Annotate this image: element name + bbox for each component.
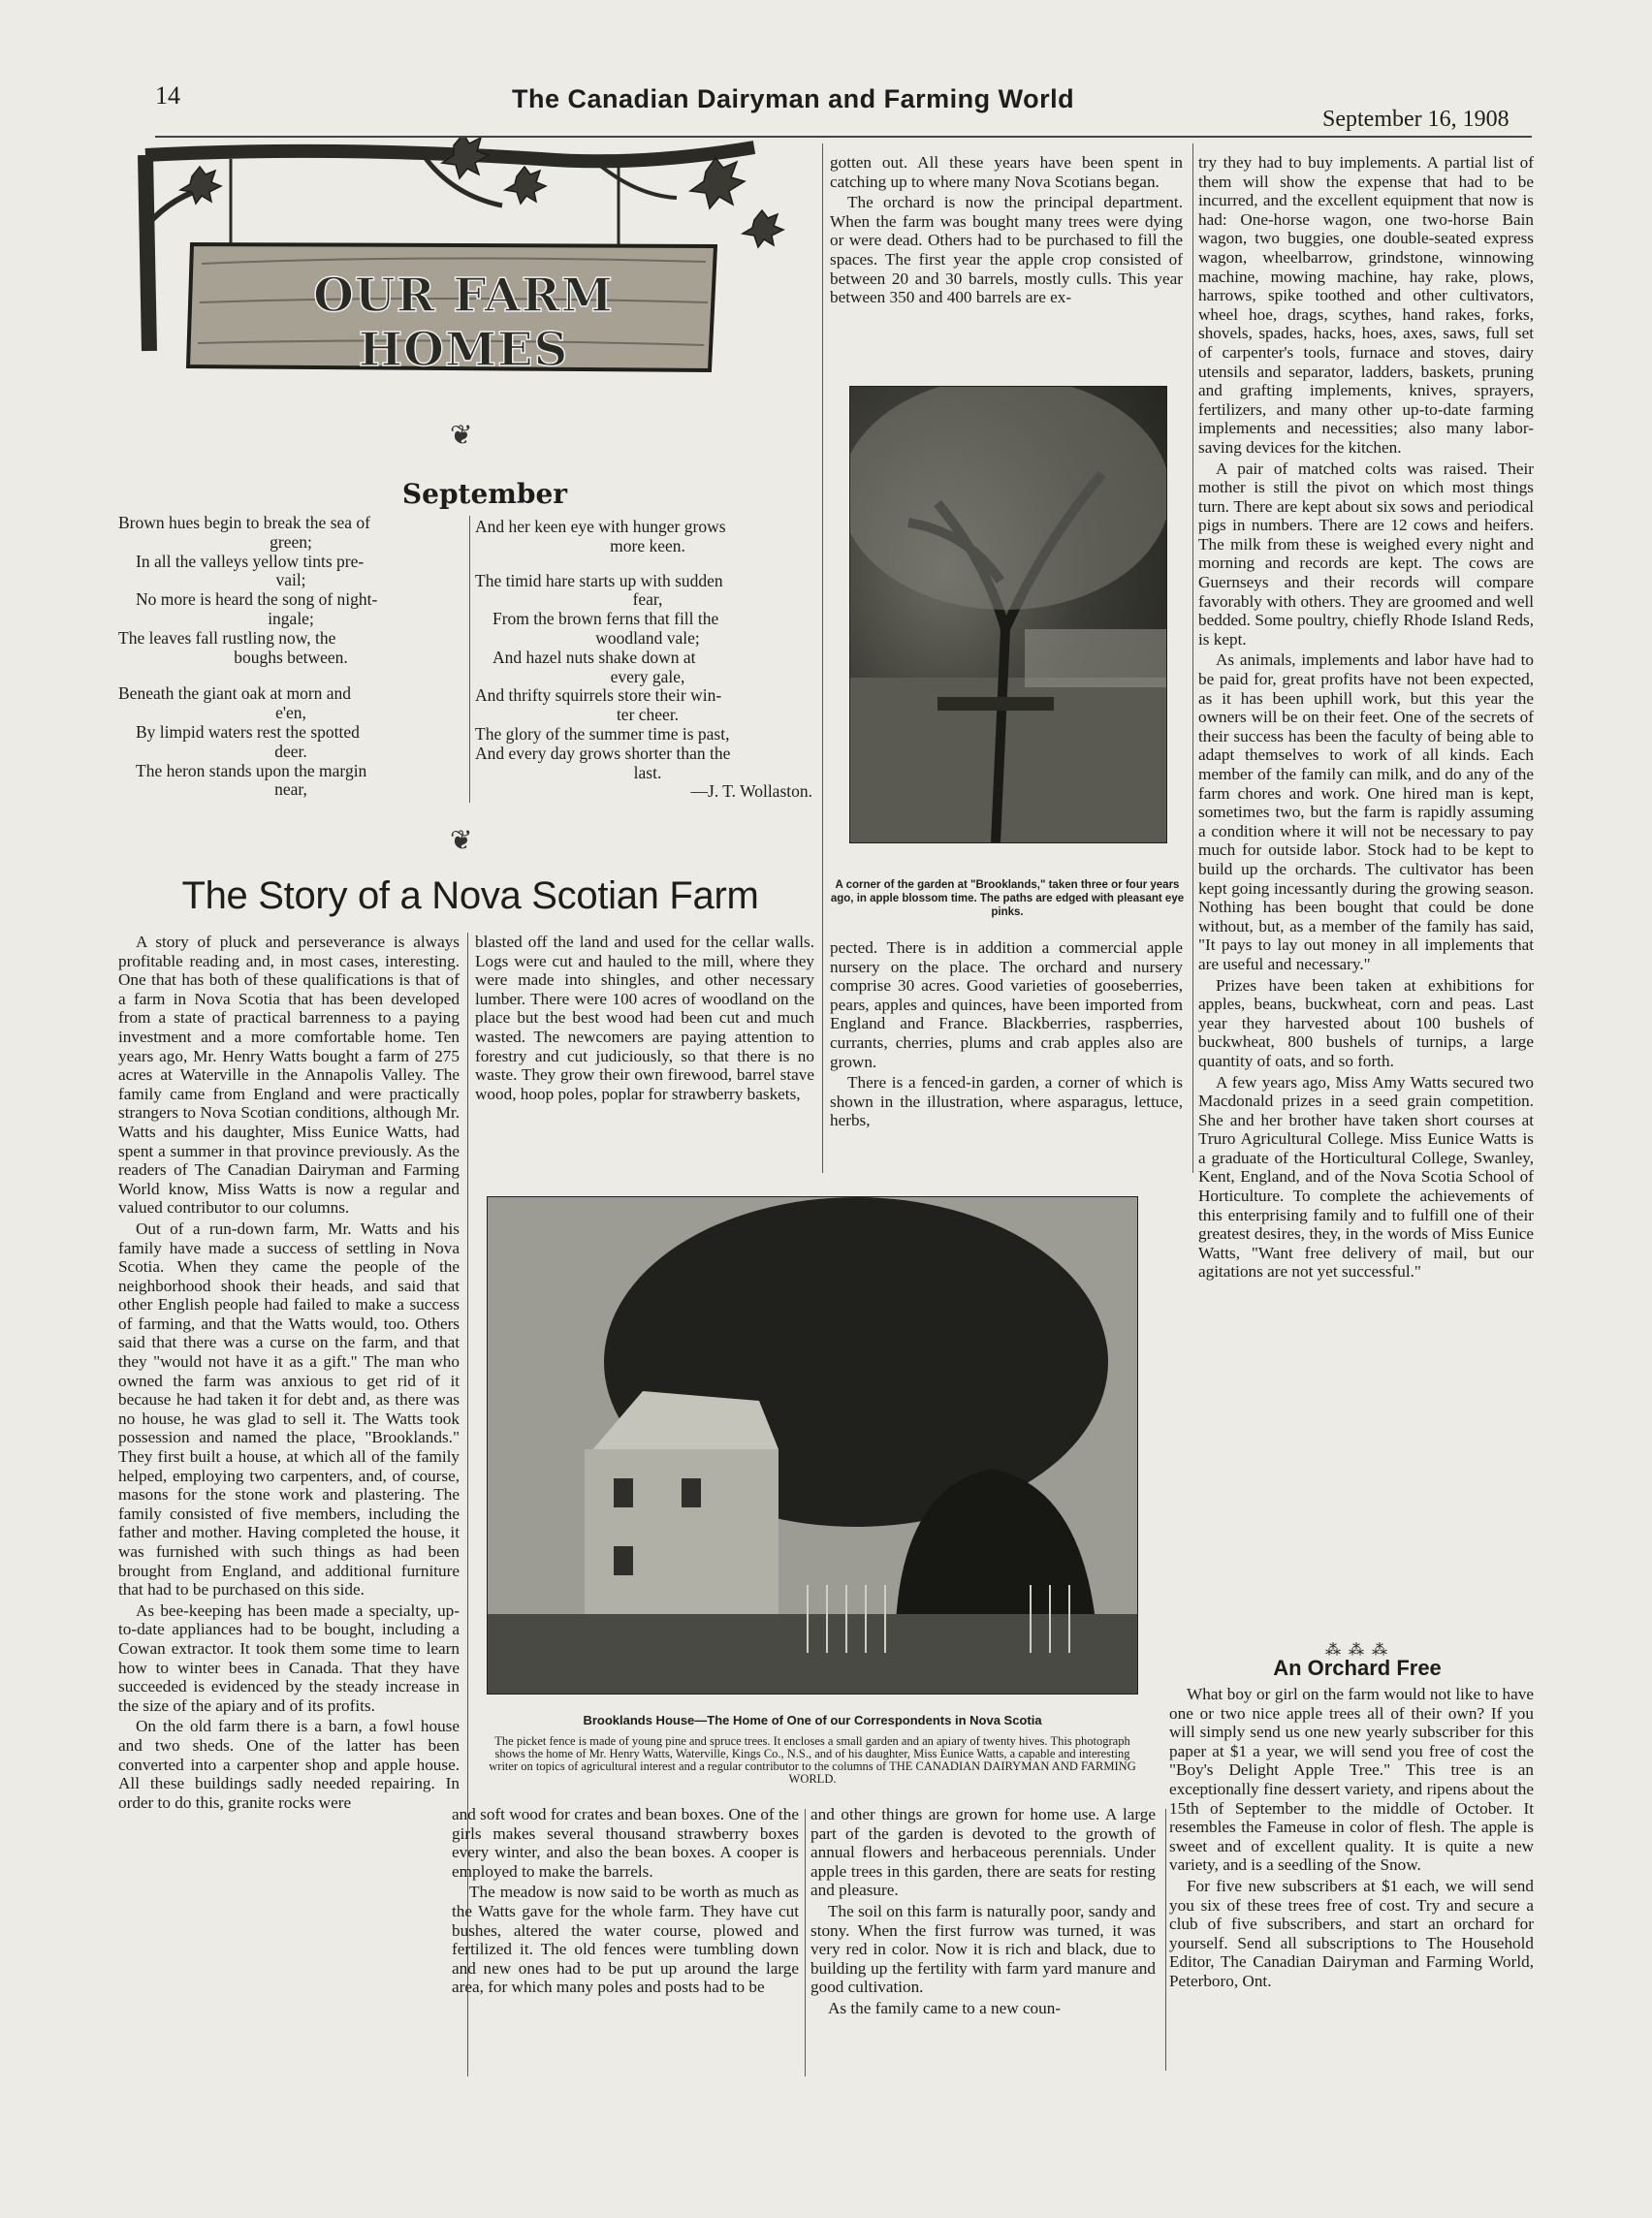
article-paragraph: gotten out. All these years have been spent in catching up to where many Nova Scotians began. xyxy=(830,153,1183,191)
poem-line: No more is heard the song of night- xyxy=(136,589,378,610)
article-paragraph: What boy or girl on the farm would not like to have one or two nice apple trees all of their own? If you will simply send us one new yearly subscriber for this paper at $1 a year, we will send you free of cost the "Boy's Delight Apple Tree." This tree is an exceptionally fine dessert variety, and ripens about the 15th of September to the middle of October. It resembles the Fameuse in color of flesh. The apple is sweet and of excellent quality. It is quite a new variety, and is a seedling of the Snow. xyxy=(1169,1685,1534,1875)
orchard-free-body xyxy=(1169,1685,1534,2073)
article-paragraph: For five new subscribers at $1 each, we will send you six of these trees free of cost. Try and secure a club of five subscribers, and start an orchard for yourself. Send all subscriptions to The Household Editor, The Canadian Dairyman and Farming World, Peterboro, Ont. xyxy=(1169,1876,1534,1990)
poem-line: e'en, xyxy=(275,703,306,723)
orchard-free-title: An Orchard Free xyxy=(1273,1656,1442,1680)
house-photo-caption-title: Brooklands House—The Home of One of our Correspondents in Nova Scotia xyxy=(583,1713,1042,1727)
poem-line: vail; xyxy=(275,570,306,590)
poem-line: The leaves fall rustling now, the xyxy=(118,627,336,648)
our-farm-homes-banner xyxy=(134,138,812,385)
poem-line: ingale; xyxy=(268,608,314,628)
poem-line: The glory of the summer time is past, xyxy=(475,723,730,744)
article-column-2-top xyxy=(475,933,814,1181)
article-paragraph: A pair of matched colts was raised. Their mother is still the pivot on which most things turn. There are kept about six sows and periodical pigs in numbers. There are 12 cows and heifers. The milk from these is weighed every night and morning and records are kept. The cows are Guernseys and their records will compare favorably with others. They are groomed and well bedded. Some poultry, chiefly Rhode Island Reds, is kept. xyxy=(1198,459,1534,649)
column-divider xyxy=(1165,1809,1166,2071)
poem-author: —J. T. Wollaston. xyxy=(690,781,812,802)
article-column-3-top xyxy=(830,153,1183,364)
article-paragraph: There is a fenced-in garden, a corner of which is shown in the illustration, where asparagus, lettuce, herbs, xyxy=(830,1073,1183,1130)
article-paragraph: On the old farm there is a barn, a fowl house and two sheds. One of the latter has been converted into a carpenter shop and apple house. All these buildings sadly needed repairing. In order to do this, granite rocks were xyxy=(118,1717,460,1812)
poem-right-stanzas xyxy=(475,518,820,802)
column-divider xyxy=(805,1809,806,2076)
poem-line: deer. xyxy=(274,741,307,761)
garden-photo xyxy=(849,386,1167,843)
article-column-4 xyxy=(1198,153,1534,1636)
banner-sign-text: OUR FARM HOMES xyxy=(313,269,614,377)
poem-line: In all the valleys yellow tints pre- xyxy=(136,551,365,571)
poem-title: September xyxy=(401,478,568,510)
poem-line: And thrifty squirrels store their win- xyxy=(475,685,722,706)
brooklands-house-photo xyxy=(487,1196,1138,1695)
orchard-free-ornament: ⁂ ⁂ ⁂ xyxy=(1325,1642,1389,1659)
article-paragraph: and soft wood for crates and bean boxes. One of the girls makes several thousand strawberry boxes every winter, and also the bean boxes. A cooper is employed to make the barrels. xyxy=(452,1805,799,1881)
issue-date: September 16, 1908 xyxy=(1322,107,1509,132)
poem-line: woodland vale; xyxy=(595,627,700,648)
poem-line: And hazel nuts shake down at xyxy=(492,647,696,667)
article-paragraph: The meadow is now said to be worth as much as the Watts gave for the whole farm. They have cut bushes, altered the water course, plowed and fertilized it. The old fences were tumbling down and new ones had to be put up around the large area, for which many poles and posts had to be xyxy=(452,1883,799,1997)
article-paragraph: and other things are grown for home use. A large part of the garden is devoted to the growth of annual flowers and herbaceous perennials. Under apple trees in this garden, there are seats for resting and pleasure. xyxy=(810,1805,1156,1900)
leaf-ornament-icon: ❦ xyxy=(450,421,473,451)
poem-line: From the brown ferns that fill the xyxy=(492,609,719,629)
poem-line: Brown hues begin to break the sea of xyxy=(118,513,370,532)
poem-line: ter cheer. xyxy=(616,705,680,725)
article-paragraph: Prizes have been taken at exhibitions for apples, beans, buckwheat, corn and peas. Last year they harvested about 100 bushels of buckwheat, 800 bushels of turnips, a large quantity of oats, and so forth. xyxy=(1198,975,1534,1070)
house-photo-caption-body: The picket fence is made of young pine and spruce trees. It encloses a small garden and an apiary of twenty hives. This photograph shows the home of Mr. Henry Watts, Waterville, Kings Co., N.S., and of his daughter, Miss Eunice Watts, a capable and interesting writer on topics of agricultural interest and a regular contributor to the columns of THE CANADIAN DAIRYMAN AND FARMING WORLD. xyxy=(489,1734,1136,1786)
article-column-3-mid xyxy=(830,938,1183,1181)
article-paragraph: As the family came to a new coun- xyxy=(828,1998,1062,2017)
poem-line: more keen. xyxy=(610,535,685,555)
article-paragraph: As bee-keeping has been made a specialty, up-to-date appliances had to be bought, including a Cowan extractor. It took them some time to learn how to winter bees in Canada. That they have succeeded is evidenced by the steady increase in the size of the apiary and of its profits. xyxy=(118,1600,460,1715)
page-number: 14 xyxy=(155,81,180,110)
poem-line: By limpid waters rest the spotted xyxy=(136,721,360,742)
article-column-3-bottom xyxy=(810,1805,1156,2086)
poem-line: every gale, xyxy=(610,666,685,686)
column-divider xyxy=(822,143,823,1173)
article-column-1 xyxy=(118,933,460,2075)
poem-line: And every day grows shorter than the xyxy=(475,743,731,763)
poem-line: boughs between. xyxy=(234,647,348,667)
leaf-ornament-icon: ❦ xyxy=(450,826,473,856)
article-paragraph: As animals, implements and labor have had to be paid for, great profits have not been expected, as it has been uphill work, but this year the owners will be on their feet. One of the secrets of their success has been the faculty of being able to adapt themselves to work of all kinds. Each member of the family can milk, and do any of the farm chores and work. One hired man is kept, sometimes two, but the farm is rapidly assuming a condition where it will not be necessary to pay much for outside labor. Stock had to be kept to build up the orchards. The cultivator has been kept going incessantly during the growing season. Nothing has been bought that could be done without, but, as a member of the family has said, "It pays to lay out money in all implements that are useful and necessary." xyxy=(1198,650,1534,973)
article-paragraph: A story of pluck and perseverance is always profitable reading and, in most cases, interesting. One that has both of these qualifications is that of a farm in Nova Scotia that has been developed from a state of practical barrenness to a paying investment and a more comfortable home. Ten years ago, Mr. Henry Watts bought a farm of 275 acres at Waterville in the Annapolis Valley. The family came from England and were practically strangers to Nova Scotian conditions, although Mr. Watts and his daughter, Miss Eunice Watts, had spent a summer in that province previously. As the readers of The Canadian Dairyman and Farming World know, Miss Watts is now a regular and valued contributor to our columns. xyxy=(118,933,460,1218)
poem-line: The timid hare starts up with sudden xyxy=(475,570,723,590)
article-paragraph: The soil on this farm is naturally poor, sandy and stony. When the first furrow was turned, it was very red in color. Now it is rich and black, due to building up the fertility with farm yard manure and good cultivation. xyxy=(810,1901,1156,1997)
poem-line: The heron stands upon the margin xyxy=(136,760,367,780)
garden-photo-caption: A corner of the garden at "Brooklands," taken three or four years ago, in apple blossom time. The paths are edged with pleasant eye pinks. xyxy=(830,879,1185,918)
article-paragraph: pected. There is in addition a commercial apple nursery on the place. The orchard and nursery comprise 30 acres. Good varieties of gooseberries, pears, apples and quinces, have been imported from England and France. Blackberries, raspberries, currants, cherries, plums and crab apples also are grown. xyxy=(830,938,1183,1071)
article-paragraph: The orchard is now the principal department. When the farm was bought many trees were dying or were dead. Others had to be purchased to fill the spaces. The first year the apple crop consisted of between 20 and 30 barrels, mostly culls. This year between 350 and 400 barrels are ex- xyxy=(830,193,1183,307)
house-illustration xyxy=(488,1197,1137,1694)
article-column-2-bottom xyxy=(452,1805,799,2078)
poem-left-stanzas xyxy=(118,514,463,800)
poem-line: And her keen eye with hunger grows xyxy=(475,517,726,536)
article-paragraph: Out of a run-down farm, Mr. Watts and his family have made a success of settling in Nova Scotia. When they came the people of the neighborhood shook their heads, and said that other English people had failed to make a success of farming, and that the Watts would, too. Others said that there was a curse on the farm, and that they "would not have it as a gift." The man who owned the farm was anxious to get rid of it because he had taken it for debt and, as there was no house, he was glad to sell it. The Watts took possession and named the place, "Brooklands." They first built a house, at which all of the family helped, employing two carpenters, and, of course, masons for the stone work and plastering. The family consisted of five members, including the father and mother. Having completed the house, it was furnished with such things as had been brought from England, and additional furniture that had to be purchased on this side. xyxy=(118,1219,460,1600)
column-divider xyxy=(1192,143,1193,1173)
poem-line: Beneath the giant oak at morn and xyxy=(118,683,352,704)
poem-line: fear, xyxy=(632,589,663,610)
poem-line: green; xyxy=(270,531,312,552)
apple-tree-illustration xyxy=(850,387,1166,842)
paper-title: The Canadian Dairyman and Farming World xyxy=(512,84,1075,113)
article-headline: The Story of a Nova Scotian Farm xyxy=(181,874,759,917)
poem-line: near, xyxy=(274,779,307,800)
article-paragraph: blasted off the land and used for the cellar walls. Logs were cut and hauled to the mill, where they were made into shingles, and other necessary lumber. There were 100 acres of woodland on the place but the best wood had been cut and much wasted. The newcomers are paying attention to forestry and cut judiciously, so that there is no waste. They grow their own firewood, barrel stave wood, hoop poles, poplar for strawberry baskets, xyxy=(475,933,814,1103)
poem-line: last. xyxy=(633,762,662,782)
article-paragraph: try they had to buy implements. A partial list of them will show the expense that had to be incurred, and the excellent equipment that now is had: One-horse wagon, one two-horse Bain wagon, two buggies, one double-seated express wagon, wheelbarrow, grindstone, winnowing machine, mowing machine, hay rake, plows, harrows, spike toothed and other cultivators, wheel hoe, drags, scythes, hand rakes, forks, shovels, spades, hacks, hoes, axes, saws, full set of carpenter's tools, furnace and stoves, dairy utensils and separator, ladders, baskets, pruning and grafting implements, knives, sprayers, fertilizers, and many other up-to-date farming implements and necessities; also many labor-saving devices for the kitchen. xyxy=(1198,153,1534,457)
poem-divider xyxy=(469,516,470,803)
article-paragraph: A few years ago, Miss Amy Watts secured two Macdonald prizes in a seed grain competition. She and her brother have taken short courses at Truro Agricultural College. Miss Eunice Watts is a graduate of the Horticultural College, Swanley, Kent, England, and of the Nova Scotia School of Horticulture. To complete the achievements of this enterprising family and to fulfill one of their greatest desires, they, in the words of Miss Eunice Watts, "Want free delivery of mail, but our agitations are not yet successful." xyxy=(1198,1072,1534,1282)
